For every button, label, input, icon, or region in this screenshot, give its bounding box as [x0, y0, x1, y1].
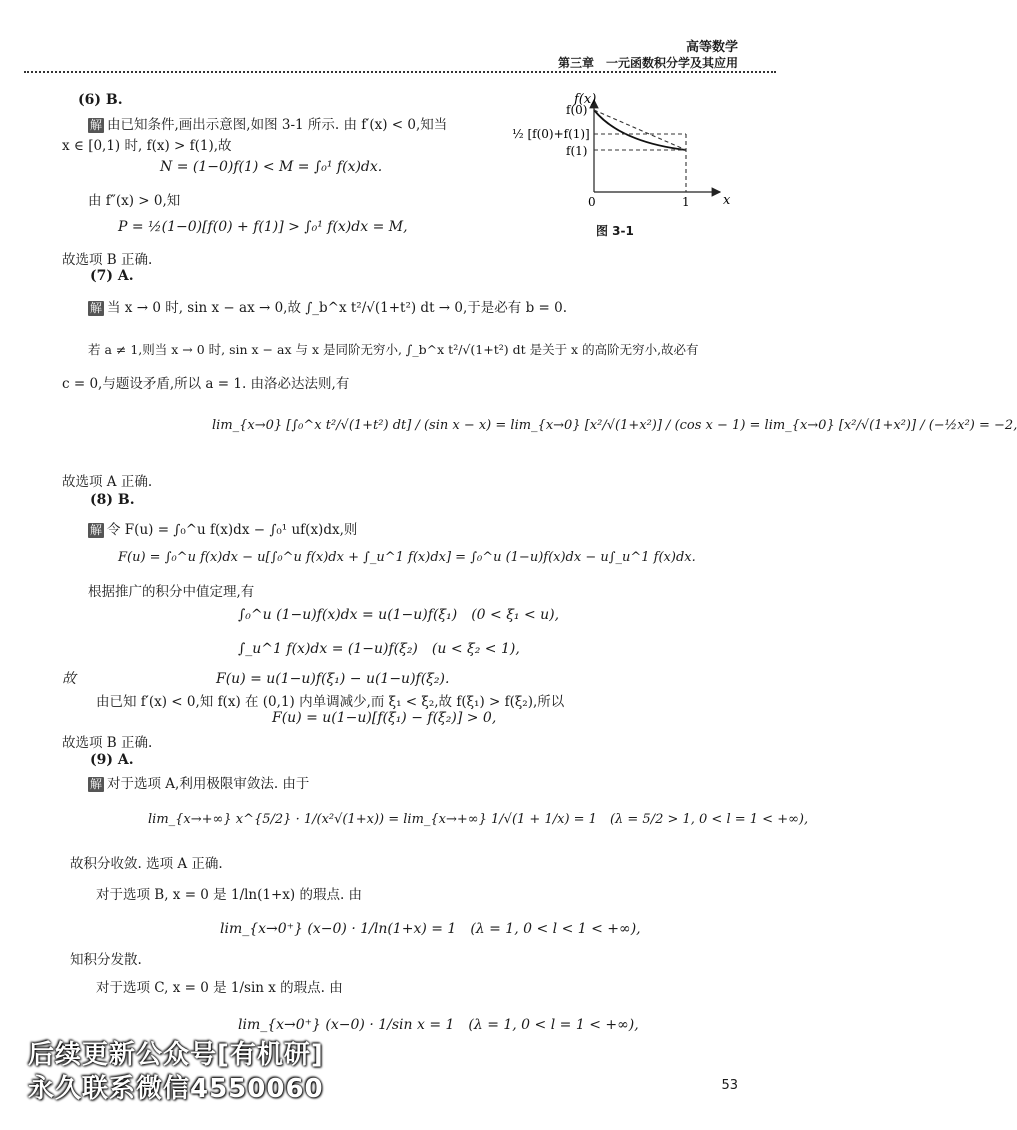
- solution-tag: 解: [90, 523, 103, 537]
- sol-7-eq-1: lim_{x→0} [∫₀^x t²/√(1+t²) dt] / (sin x − x) = lim_{x→0} [x²/√(1+x²)] / (cos x − 1) = lim_{x→0} [x²/√(1+x²)] / (−½x²) = −2,: [212, 418, 1017, 433]
- sol-8-text-1: 令 F(u) = ∫₀^u f(x)dx − ∫₀¹ uf(x)dx,则: [107, 522, 358, 538]
- watermark-line-1: 后续更新公众号[有机研]: [28, 1040, 324, 1070]
- sol-7-line-1: [88, 296, 567, 316]
- sol-9-line-1: [88, 772, 309, 792]
- page-number: 53: [721, 1078, 738, 1093]
- sol-9-line-4: 知积分发散.: [70, 952, 142, 968]
- sol-8-eq-3: ∫_u^1 f(x)dx = (1−u)f(ξ₂) (u < ξ₂ < 1),: [238, 641, 520, 657]
- sol-8-eq-2: ∫₀^u (1−u)f(x)dx = u(1−u)f(ξ₁) (0 < ξ₁ < u),: [238, 607, 560, 623]
- solution-tag: 解: [90, 118, 103, 132]
- sol-8-line-1: [88, 518, 357, 538]
- sol-7-conclusion: 故选项 A 正确.: [62, 474, 153, 490]
- sol-8-conclusion: 故选项 B 正确.: [62, 735, 153, 751]
- sol-7-text-1: 当 x → 0 时, sin x − ax → 0,故 ∫_b^x t²/√(1+t²) dt → 0,于是必有 b = 0.: [107, 300, 567, 316]
- sol-8-line-3: 由已知 f′(x) < 0,知 f(x) 在 (0,1) 内单调减少,而 ξ₁ < ξ₂,故 f(ξ₁) > f(ξ₂),所以: [96, 694, 565, 710]
- label-f1: f(1): [566, 144, 588, 158]
- sol-8-line-2: 根据推广的积分中值定理,有: [88, 584, 255, 600]
- figure-3-1: [510, 86, 750, 238]
- sol-9-text-1: 对于选项 A,利用极限审敛法. 由于: [107, 776, 310, 792]
- solution-tag: 解: [90, 301, 103, 315]
- sol-9-eq-2: lim_{x→0⁺} (x−0) · 1/ln(1+x) = 1 (λ = 1, 0 < l < 1 < +∞),: [220, 921, 641, 937]
- sol-9-line-2: 故积分收敛. 选项 A 正确.: [70, 856, 223, 872]
- sol-6-eq-2: P = ½(1−0)[f(0) + f(1)] > ∫₀¹ f(x)dx = M,: [118, 219, 408, 235]
- label-x-axis: x: [723, 193, 731, 208]
- section-9-answer: (9) A.: [90, 752, 134, 768]
- sol-6-line-1: [88, 113, 447, 133]
- sol-7-line-3: c = 0,与题设矛盾,所以 a = 1. 由洛必达法则,有: [62, 376, 350, 392]
- tick-1: 1: [682, 195, 690, 209]
- sol-7-line-2: 若 a ≠ 1,则当 x → 0 时, sin x − ax 与 x 是同阶无穷小, ∫_b^x t²/√(1+t²) dt 是关于 x 的高阶无穷小,故必有: [88, 342, 699, 357]
- section-8-answer: (8) B.: [90, 492, 135, 508]
- sol-8-eq-5: F(u) = u(1−u)[f(ξ₁) − f(ξ₂)] > 0,: [272, 710, 497, 726]
- label-f0: f(0): [566, 103, 588, 117]
- sol-9-eq-1: lim_{x→+∞} x^{5/2} · 1/(x²√(1+x)) = lim_{x→+∞} 1/√(1 + 1/x) = 1 (λ = 5/2 > 1, 0 < l = 1 < +∞),: [148, 812, 809, 827]
- chord-line: [594, 110, 686, 150]
- sol-9-eq-3: lim_{x→0⁺} (x−0) · 1/sin x = 1 (λ = 1, 0 < l = 1 < +∞),: [238, 1017, 639, 1033]
- sol-8-eq-4: 故 F(u) = u(1−u)f(ξ₁) − u(1−u)f(ξ₂).: [62, 671, 450, 687]
- label-y-axis: f(x): [574, 92, 597, 107]
- section-7-answer: (7) A.: [90, 268, 134, 284]
- label-mean: ½ [f(0)+f(1)]: [512, 127, 590, 141]
- figure-caption: 图 3-1: [596, 224, 634, 238]
- tick-0: 0: [588, 195, 596, 209]
- sol-6-line-2: x ∈ [0,1) 时, f(x) > f(1),故: [62, 138, 232, 154]
- sol-6-text-1: 由已知条件,画出示意图,如图 3-1 所示. 由 f′(x) < 0,知当: [107, 117, 448, 133]
- watermark-line-2: 永久联系微信4550060: [28, 1074, 324, 1104]
- book-title: 高等数学: [685, 40, 738, 55]
- sol-8-eq-1: F(u) = ∫₀^u f(x)dx − u[∫₀^u f(x)dx + ∫_u^1 f(x)dx] = ∫₀^u (1−u)f(x)dx − u∫_u^1 f(x)dx.: [118, 550, 696, 565]
- sol-9-line-5: 对于选项 C, x = 0 是 1/sin x 的瑕点. 由: [96, 980, 343, 996]
- sol-9-line-3: 对于选项 B, x = 0 是 1/ln(1+x) 的瑕点. 由: [96, 887, 363, 903]
- chapter-title: 第三章 一元函数积分学及其应用: [557, 56, 738, 70]
- sol-6-conclusion: 故选项 B 正确.: [62, 252, 153, 268]
- sol-6-eq-1: N = (1−0)f(1) < M = ∫₀¹ f(x)dx.: [160, 159, 383, 175]
- header-divider: [24, 71, 776, 73]
- solution-tag: 解: [90, 777, 103, 791]
- sol-6-line-3: 由 f″(x) > 0,知: [88, 193, 181, 209]
- section-6-answer: (6) B.: [78, 92, 123, 108]
